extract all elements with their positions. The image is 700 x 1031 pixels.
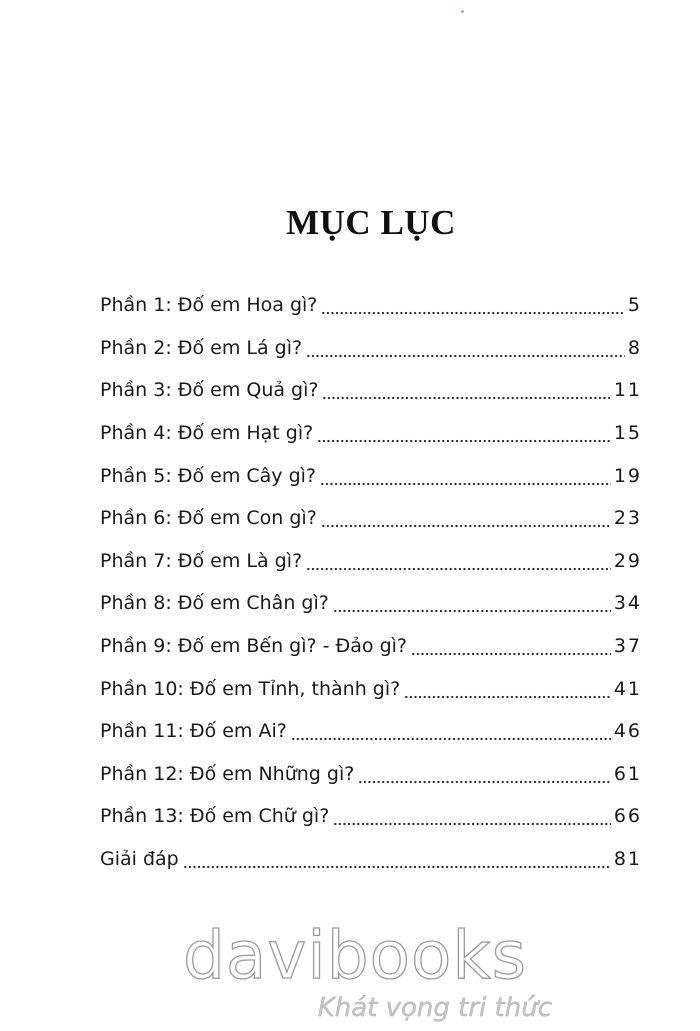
dot-leader: [306, 337, 625, 359]
toc-entry: [100, 753, 640, 796]
toc-entry-page: 29: [613, 549, 642, 572]
toc-entry-page: 23: [613, 507, 642, 530]
toc-entry: [100, 284, 640, 327]
table-of-contents: [100, 284, 640, 880]
toc-entry-label: Phần 10: Đố em Tỉnh, thành gì?: [100, 677, 401, 700]
toc-entry-label: Phần 2: Đố em Lá gì?: [100, 336, 303, 359]
toc-entry: [100, 369, 640, 412]
toc-entry: [100, 582, 640, 625]
toc-entry-label: Phần 11: Đố em Ai?: [100, 720, 287, 743]
toc-entry-page: 41: [613, 677, 642, 700]
toc-entry-page: 81: [613, 848, 642, 871]
dot-leader: [291, 720, 611, 742]
watermark-tagline: Khát vọng tri thức: [317, 993, 552, 1023]
toc-entry-label: Giải đáp: [100, 848, 179, 871]
dot-leader: [183, 848, 611, 870]
toc-entry: [100, 710, 640, 753]
dot-leader: [306, 550, 611, 572]
dot-leader: [333, 805, 611, 827]
toc-entry-label: Phần 5: Đố em Cây gì?: [100, 464, 316, 487]
dot-leader: [333, 592, 611, 614]
toc-entry-label: Phần 9: Đố em Bến gì? - Đảo gì?: [100, 635, 407, 658]
toc-entry: [100, 327, 640, 370]
dot-leader: [411, 635, 611, 657]
toc-entry-page: 34: [613, 592, 642, 615]
toc-entry: [100, 454, 640, 497]
dot-leader: [321, 507, 611, 529]
toc-entry-page: 5: [627, 294, 642, 317]
watermark-brand: davibooks: [183, 917, 527, 994]
toc-entry: [100, 497, 640, 540]
toc-entry-page: 37: [613, 635, 642, 658]
toc-entry-page: 19: [613, 464, 642, 487]
toc-entry-label: Phần 8: Đố em Chân gì?: [100, 592, 329, 615]
toc-entry-label: Phần 3: Đố em Quả gì?: [100, 379, 319, 402]
toc-entry: [100, 412, 640, 455]
toc-entry-label: Phần 1: Đố em Hoa gì?: [100, 294, 318, 317]
toc-entry-page: 61: [613, 762, 642, 785]
dot-leader: [322, 379, 610, 401]
toc-entry: [100, 540, 640, 583]
toc-entry-page: 8: [627, 336, 642, 359]
dot-leader: [321, 294, 625, 316]
toc-entry: [100, 795, 640, 838]
page-title: MỤC LỤC: [286, 203, 456, 242]
toc-entry: [100, 625, 640, 668]
toc-entry-label: Phần 4: Đố em Hạt gì?: [100, 422, 314, 445]
paper-speck: [461, 10, 464, 13]
dot-leader: [404, 678, 611, 700]
toc-entry-page: 15: [613, 422, 642, 445]
dot-leader: [320, 465, 611, 487]
dot-leader: [358, 763, 610, 785]
toc-entry-label: Phần 6: Đố em Con gì?: [100, 507, 317, 530]
toc-entry-page: 66: [613, 805, 642, 828]
toc-entry-page: 11: [613, 379, 642, 402]
toc-entry-answers: [100, 838, 640, 881]
toc-entry-label: Phần 7: Đố em Là gì?: [100, 549, 303, 572]
toc-entry: [100, 667, 640, 710]
dot-leader: [317, 422, 611, 444]
toc-entry-page: 46: [613, 720, 642, 743]
toc-entry-label: Phần 12: Đố em Những gì?: [100, 762, 355, 785]
toc-entry-label: Phần 13: Đố em Chữ gì?: [100, 805, 330, 828]
